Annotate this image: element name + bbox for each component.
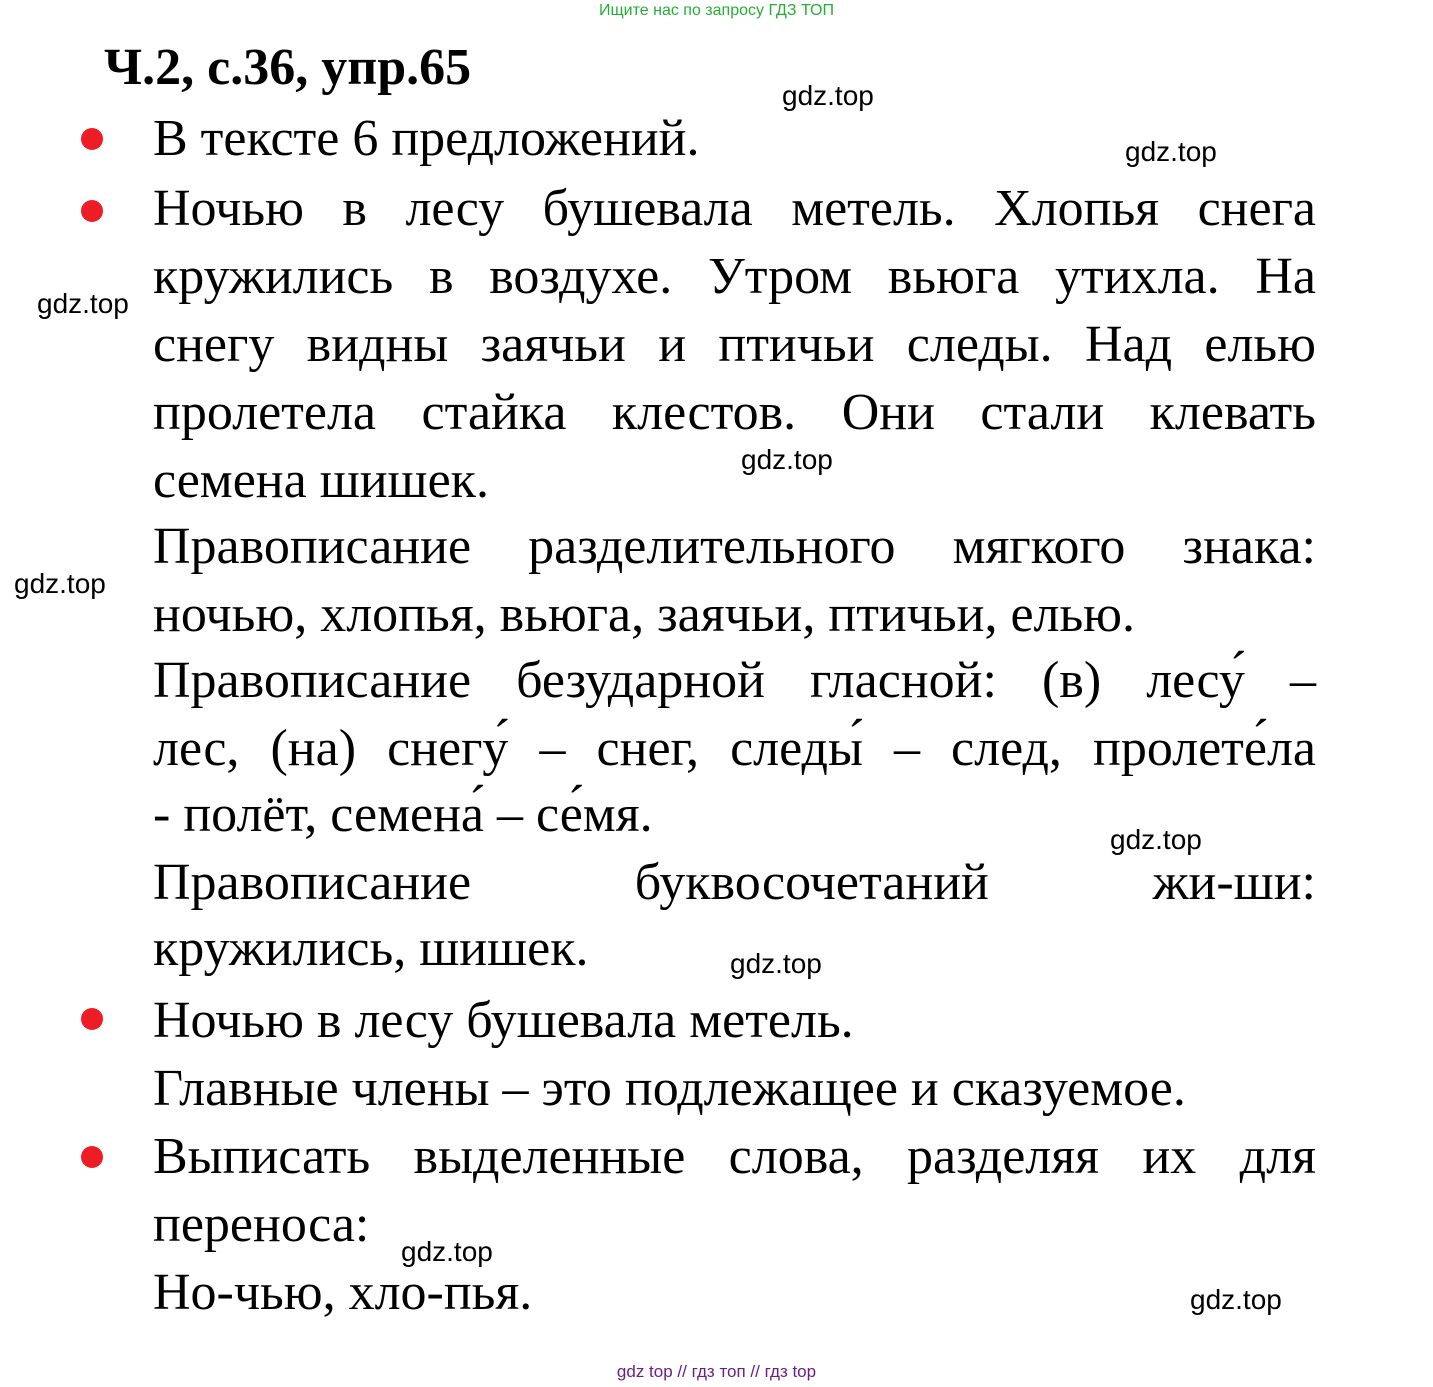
- bullet-icon: [81, 128, 103, 150]
- watermark: gdz.top: [782, 80, 874, 111]
- watermark: gdz.top: [730, 948, 822, 979]
- text-line: кружились в воздухе. Утром вьюга утихла. На: [153, 248, 1316, 305]
- text-line: Но-чью, хло-пья.: [153, 1264, 533, 1321]
- watermark: gdz.top: [401, 1236, 493, 1267]
- text-line: В тексте 6 предложений.: [153, 110, 700, 167]
- bullet-icon: [81, 1008, 103, 1030]
- text-line: Правописание разделительного мягкого знака:: [153, 518, 1316, 575]
- watermark: gdz.top: [741, 444, 833, 475]
- text-line: Правописание безударной гласной: (в) лесу́ –: [153, 652, 1316, 709]
- page-title: Ч.2, с.36, упр.65: [104, 39, 472, 96]
- text-line: снегу видны заячьи и птичьи следы. Над елью: [153, 316, 1316, 373]
- text-line: Ночью в лесу бушевала метель. Хлопья снега: [153, 180, 1316, 237]
- text-line: пролетела стайка клестов. Они стали клевать: [153, 384, 1316, 441]
- footer-links: gdz top // гдз топ // гдз top: [616, 1362, 817, 1381]
- text-line: кружились, шишек.: [153, 920, 589, 977]
- watermark: gdz.top: [37, 288, 129, 319]
- text-line: переноса:: [153, 1196, 370, 1253]
- watermark: gdz.top: [14, 568, 106, 599]
- text-line: лес, (на) снегу́ – снег, следы́ – след, пролете́ла: [153, 720, 1316, 777]
- text-line: Ночью в лесу бушевала метель.: [153, 992, 854, 1049]
- watermark: gdz.top: [1110, 824, 1202, 855]
- watermark: gdz.top: [1190, 1284, 1282, 1315]
- text-line: - полёт, семена́ – се́мя.: [153, 786, 653, 843]
- bullet-icon: [81, 200, 103, 222]
- bullet-icon: [81, 1146, 103, 1168]
- text-line: Правописание буквосочетаний жи-ши:: [153, 854, 1316, 911]
- search-hint: Ищите нас по запросу ГДЗ ТОП: [599, 2, 834, 19]
- text-line: Главные члены – это подлежащее и сказуемое.: [153, 1060, 1186, 1117]
- watermark: gdz.top: [1125, 136, 1217, 167]
- text-line: Выписать выделенные слова, разделяя их для: [153, 1128, 1316, 1185]
- text-line: семена шишек.: [153, 452, 489, 509]
- text-line: ночью, хлопья, вьюга, заячьи, птичьи, елью.: [153, 586, 1136, 643]
